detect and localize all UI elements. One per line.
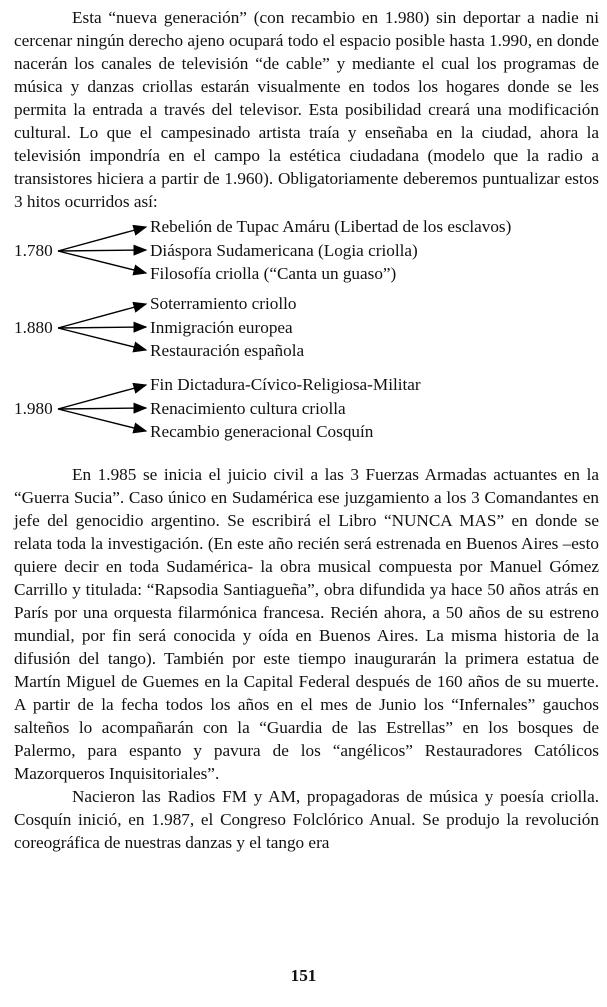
- hito-1980-arrows: [58, 385, 146, 431]
- hito-item: Inmigración europea: [150, 318, 293, 337]
- hito-1780-arrows: [58, 227, 146, 273]
- hito-year-1980: 1.980: [14, 399, 53, 418]
- hito-item: Recambio generacional Cosquín: [150, 422, 374, 441]
- hitos-diagram: [14, 215, 599, 463]
- paragraph-intro: Esta “nueva generación” (con recambio en 1.980) sin deportar a nadie ni cercenar ningún derecho ajeno ocupará todo el espacio posible hasta 1.990, en donde nacerán los canales de televisión “de cable” y mediante el cual los programas de música y danzas criollas estarán visualmente en todos los hogares donde se les permita la entrada a través del televisor. Esta posibilidad creará una modificación cultural. Lo que el campesinado artista traía y enseñaba en la ciudad, ahora la televisión impondría en el campo la estética ciudadana (modelo que la radio a transistores hiciera a partir de 1.960). Obligatoriamente deberemos puntualizar estos 3 hitos ocurridos así:: [14, 8, 599, 211]
- hito-item: Filosofía criolla (“Canta un guaso”): [150, 264, 397, 283]
- paragraph-radios: Nacieron las Radios FM y AM, propagadoras de música y poesía criolla. Cosquín inició, en 1.987, el Congreso Folclórico Anual. Se produjo la revolución coreográfica de nuestras danzas y el tango era: [14, 787, 599, 852]
- page-number: 151: [290, 966, 317, 985]
- hito-year-1880: 1.880: [14, 318, 53, 337]
- paragraph-juicio: En 1.985 se inicia el juicio civil a las 3 Fuerzas Armadas actuantes en la “Guerra Sucia”. Caso único en Sudamérica ese juzgamiento a los 3 Comandantes en jefe del genocidio argentino. Se escribirá el Libro “NUNCA MAS” en donde se relata toda la investigación. (En este año recién será estrenada en Buenos Aires –esto quiere decir en toda Sudamérica- la obra musical compuesta por Manuel Gómez Carrillo y titulada: “Rapsodia Santiagueña”, obra difundida ya hace 50 años atrás en París por una orquesta filarmónica francesa. Recién ahora, a 50 años de su estreno mundial, por fin será conocida y oída en Buenos Aires. La misma historia de la difusión del tango). También por este tiempo inaugurarán la primera estatua de Martín Miguel de Guemes en la Capital Federal después de 160 años de su muerte. A partir de la fecha todos los años en el mes de Junio los “Infernales” gauchos salteños lo acompañarán con la “Guardia de las Estrellas” en los bosques de Palermo, para espanto y pavura de los “angélicos” Restauradores Católicos Mazorqueros Inquisitoriales”.: [14, 465, 599, 783]
- hito-item: Rebelión de Tupac Amáru (Libertad de los esclavos): [150, 217, 512, 236]
- hito-year-1780: 1.780: [14, 241, 53, 260]
- hito-item: Fin Dictadura-Cívico-Religiosa-Militar: [150, 375, 421, 394]
- hito-item: Diáspora Sudamericana (Logia criolla): [150, 241, 418, 260]
- hito-item: Soterramiento criollo: [150, 294, 297, 313]
- hito-1880-arrows: [58, 304, 146, 350]
- page-body: [14, 6, 599, 854]
- hito-item: Restauración española: [150, 341, 305, 360]
- hito-item: Renacimiento cultura criolla: [150, 399, 346, 418]
